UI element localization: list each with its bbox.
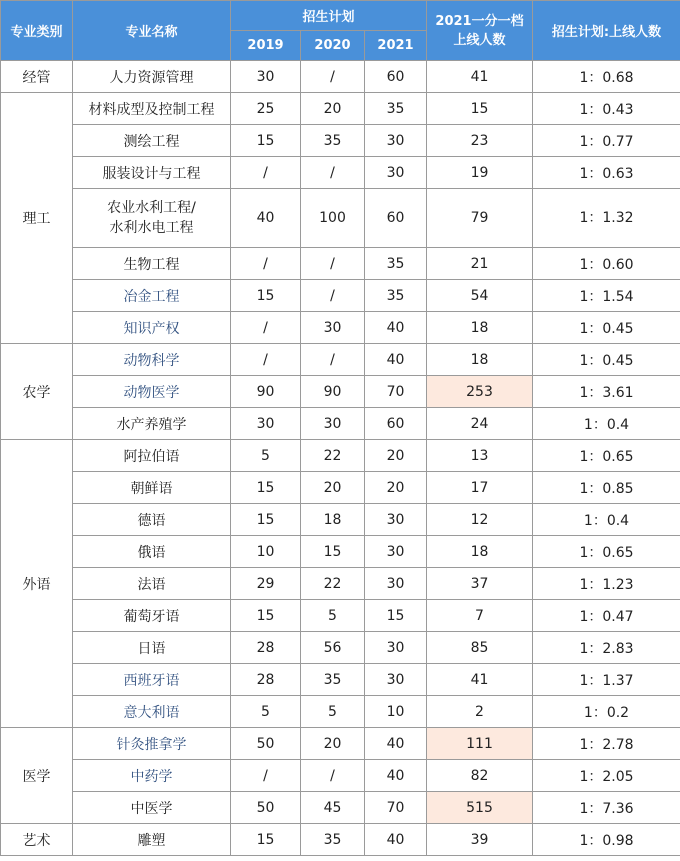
plan-2020-cell: 100: [301, 189, 365, 248]
plan-2020-cell: /: [301, 61, 365, 93]
header-line-count: 2021一分一档 上线人数: [427, 1, 533, 61]
ratio-cell: 1：1.32: [533, 189, 680, 248]
plan-2021-cell: 70: [365, 792, 427, 824]
plan-2021-cell: 40: [365, 312, 427, 344]
table-row: [1, 376, 680, 408]
header-category: 专业类别: [1, 1, 73, 61]
plan-2019-cell: 29: [231, 568, 301, 600]
table-row: [1, 696, 680, 728]
table-row: [1, 536, 680, 568]
plan-2020-cell: 90: [301, 376, 365, 408]
header-year-2021: 2021: [365, 31, 427, 61]
table-row: [1, 312, 680, 344]
table-row: [1, 157, 680, 189]
major-cell: 生物工程: [73, 248, 231, 280]
table-row: [1, 472, 680, 504]
plan-2020-cell: 20: [301, 93, 365, 125]
plan-2021-cell: 20: [365, 472, 427, 504]
plan-2021-cell: 30: [365, 157, 427, 189]
plan-2021-cell: 35: [365, 93, 427, 125]
line-count-cell: 13: [427, 440, 533, 472]
plan-2019-cell: 30: [231, 408, 301, 440]
plan-2021-cell: 15: [365, 600, 427, 632]
table-row: [1, 280, 680, 312]
major-cell: 阿拉伯语: [73, 440, 231, 472]
table-row: [1, 760, 680, 792]
plan-2020-cell: /: [301, 248, 365, 280]
plan-2020-cell: /: [301, 157, 365, 189]
table-row: [1, 728, 680, 760]
plan-2020-cell: 35: [301, 824, 365, 856]
line-count-cell: 21: [427, 248, 533, 280]
plan-2020-cell: 5: [301, 696, 365, 728]
plan-2021-cell: 30: [365, 568, 427, 600]
ratio-cell: 1：0.4: [533, 408, 680, 440]
plan-2019-cell: 5: [231, 440, 301, 472]
header-plan: 招生计划: [231, 1, 427, 31]
major-cell: 冶金工程: [73, 280, 231, 312]
category-cell: 理工: [1, 93, 73, 344]
plan-2021-cell: 40: [365, 344, 427, 376]
plan-2021-cell: 30: [365, 125, 427, 157]
major-cell: 动物医学: [73, 376, 231, 408]
ratio-cell: 1：3.61: [533, 376, 680, 408]
line-count-cell: 39: [427, 824, 533, 856]
category-cell: 农学: [1, 344, 73, 440]
table-row: [1, 440, 680, 472]
plan-2021-cell: 10: [365, 696, 427, 728]
plan-2020-cell: 5: [301, 600, 365, 632]
major-cell: 测绘工程: [73, 125, 231, 157]
line-count-cell: 82: [427, 760, 533, 792]
table-row: [1, 248, 680, 280]
table-row: [1, 504, 680, 536]
table-header: [1, 1, 680, 61]
plan-2019-cell: /: [231, 312, 301, 344]
table-row: [1, 600, 680, 632]
plan-2020-cell: 35: [301, 125, 365, 157]
plan-2020-cell: /: [301, 280, 365, 312]
plan-2019-cell: 15: [231, 280, 301, 312]
plan-2019-cell: 90: [231, 376, 301, 408]
ratio-cell: 1：1.37: [533, 664, 680, 696]
plan-2019-cell: 5: [231, 696, 301, 728]
line-count-cell: 18: [427, 312, 533, 344]
major-cell: 意大利语: [73, 696, 231, 728]
line-count-cell: 24: [427, 408, 533, 440]
ratio-cell: 1：2.83: [533, 632, 680, 664]
plan-2020-cell: 22: [301, 568, 365, 600]
plan-2019-cell: 15: [231, 600, 301, 632]
table-row: [1, 61, 680, 93]
plan-2021-cell: 40: [365, 824, 427, 856]
major-cell: 材料成型及控制工程: [73, 93, 231, 125]
plan-2021-cell: 40: [365, 760, 427, 792]
major-cell: 服装设计与工程: [73, 157, 231, 189]
line-count-cell: 515: [427, 792, 533, 824]
plan-2021-cell: 20: [365, 440, 427, 472]
plan-2020-cell: 18: [301, 504, 365, 536]
ratio-cell: 1：0.85: [533, 472, 680, 504]
table-row: [1, 664, 680, 696]
ratio-cell: 1：0.45: [533, 312, 680, 344]
major-cell: 水产养殖学: [73, 408, 231, 440]
ratio-cell: 1：0.47: [533, 600, 680, 632]
plan-2019-cell: 25: [231, 93, 301, 125]
plan-2020-cell: 20: [301, 728, 365, 760]
line-count-cell: 7: [427, 600, 533, 632]
ratio-cell: 1：7.36: [533, 792, 680, 824]
ratio-cell: 1：0.60: [533, 248, 680, 280]
ratio-cell: 1：1.23: [533, 568, 680, 600]
plan-2019-cell: 15: [231, 504, 301, 536]
plan-2021-cell: 30: [365, 632, 427, 664]
line-count-cell: 111: [427, 728, 533, 760]
plan-2019-cell: 15: [231, 472, 301, 504]
plan-2019-cell: 40: [231, 189, 301, 248]
ratio-cell: 1：0.77: [533, 125, 680, 157]
plan-2019-cell: /: [231, 344, 301, 376]
plan-2021-cell: 35: [365, 248, 427, 280]
line-count-cell: 18: [427, 536, 533, 568]
plan-2021-cell: 30: [365, 536, 427, 568]
plan-2021-cell: 30: [365, 504, 427, 536]
line-count-cell: 253: [427, 376, 533, 408]
major-cell: 人力资源管理: [73, 61, 231, 93]
major-cell: 德语: [73, 504, 231, 536]
major-cell: 朝鲜语: [73, 472, 231, 504]
major-cell: 针灸推拿学: [73, 728, 231, 760]
category-cell: 艺术: [1, 824, 73, 856]
plan-2019-cell: 10: [231, 536, 301, 568]
table-row: [1, 344, 680, 376]
line-count-cell: 19: [427, 157, 533, 189]
table-row: [1, 408, 680, 440]
major-cell: 农业水利工程/ 水利水电工程: [73, 189, 231, 248]
plan-2019-cell: /: [231, 248, 301, 280]
table-row: [1, 189, 680, 248]
major-cell: 中医学: [73, 792, 231, 824]
header-ratio: 招生计划:上线人数: [533, 1, 680, 61]
major-cell: 雕塑: [73, 824, 231, 856]
line-count-cell: 85: [427, 632, 533, 664]
table-row: [1, 632, 680, 664]
line-count-cell: 18: [427, 344, 533, 376]
category-cell: 经管: [1, 61, 73, 93]
ratio-cell: 1：0.45: [533, 344, 680, 376]
line-count-cell: 79: [427, 189, 533, 248]
ratio-cell: 1：1.54: [533, 280, 680, 312]
header-year-2020: 2020: [301, 31, 365, 61]
plan-2020-cell: 30: [301, 408, 365, 440]
plan-2021-cell: 60: [365, 408, 427, 440]
table-row: [1, 93, 680, 125]
plan-2019-cell: 50: [231, 792, 301, 824]
line-count-cell: 41: [427, 664, 533, 696]
table-row: [1, 568, 680, 600]
ratio-cell: 1：2.78: [533, 728, 680, 760]
ratio-cell: 1：0.43: [533, 93, 680, 125]
major-cell: 中药学: [73, 760, 231, 792]
ratio-cell: 1：0.4: [533, 504, 680, 536]
major-cell: 葡萄牙语: [73, 600, 231, 632]
line-count-cell: 12: [427, 504, 533, 536]
major-cell: 西班牙语: [73, 664, 231, 696]
line-count-cell: 54: [427, 280, 533, 312]
line-count-cell: 41: [427, 61, 533, 93]
ratio-cell: 1：0.2: [533, 696, 680, 728]
plan-2019-cell: /: [231, 157, 301, 189]
category-cell: 医学: [1, 728, 73, 824]
plan-2020-cell: 30: [301, 312, 365, 344]
major-cell: 动物科学: [73, 344, 231, 376]
line-count-cell: 2: [427, 696, 533, 728]
table-row: [1, 125, 680, 157]
plan-2019-cell: 28: [231, 664, 301, 696]
plan-2020-cell: 45: [301, 792, 365, 824]
ratio-cell: 1：0.65: [533, 536, 680, 568]
line-count-cell: 37: [427, 568, 533, 600]
major-cell: 俄语: [73, 536, 231, 568]
category-cell: 外语: [1, 440, 73, 728]
ratio-cell: 1：0.98: [533, 824, 680, 856]
line-count-cell: 17: [427, 472, 533, 504]
header-major: 专业名称: [73, 1, 231, 61]
plan-2020-cell: 15: [301, 536, 365, 568]
major-cell: 知识产权: [73, 312, 231, 344]
plan-2021-cell: 70: [365, 376, 427, 408]
major-cell: 日语: [73, 632, 231, 664]
plan-2021-cell: 60: [365, 189, 427, 248]
plan-2020-cell: /: [301, 344, 365, 376]
ratio-cell: 1：0.63: [533, 157, 680, 189]
plan-2020-cell: 22: [301, 440, 365, 472]
plan-2019-cell: 28: [231, 632, 301, 664]
major-cell: 法语: [73, 568, 231, 600]
line-count-cell: 15: [427, 93, 533, 125]
plan-2020-cell: /: [301, 760, 365, 792]
plan-2019-cell: 50: [231, 728, 301, 760]
ratio-cell: 1：0.68: [533, 61, 680, 93]
plan-2020-cell: 20: [301, 472, 365, 504]
header-year-2019: 2019: [231, 31, 301, 61]
ratio-cell: 1：2.05: [533, 760, 680, 792]
plan-2021-cell: 60: [365, 61, 427, 93]
ratio-cell: 1：0.65: [533, 440, 680, 472]
plan-2019-cell: 15: [231, 125, 301, 157]
plan-2021-cell: 40: [365, 728, 427, 760]
plan-2021-cell: 30: [365, 664, 427, 696]
table-body: [1, 61, 680, 856]
table-row: [1, 792, 680, 824]
plan-2019-cell: 15: [231, 824, 301, 856]
plan-2019-cell: /: [231, 760, 301, 792]
plan-2020-cell: 56: [301, 632, 365, 664]
plan-2019-cell: 30: [231, 61, 301, 93]
plan-2021-cell: 35: [365, 280, 427, 312]
table-row: [1, 824, 680, 856]
plan-2020-cell: 35: [301, 664, 365, 696]
line-count-cell: 23: [427, 125, 533, 157]
